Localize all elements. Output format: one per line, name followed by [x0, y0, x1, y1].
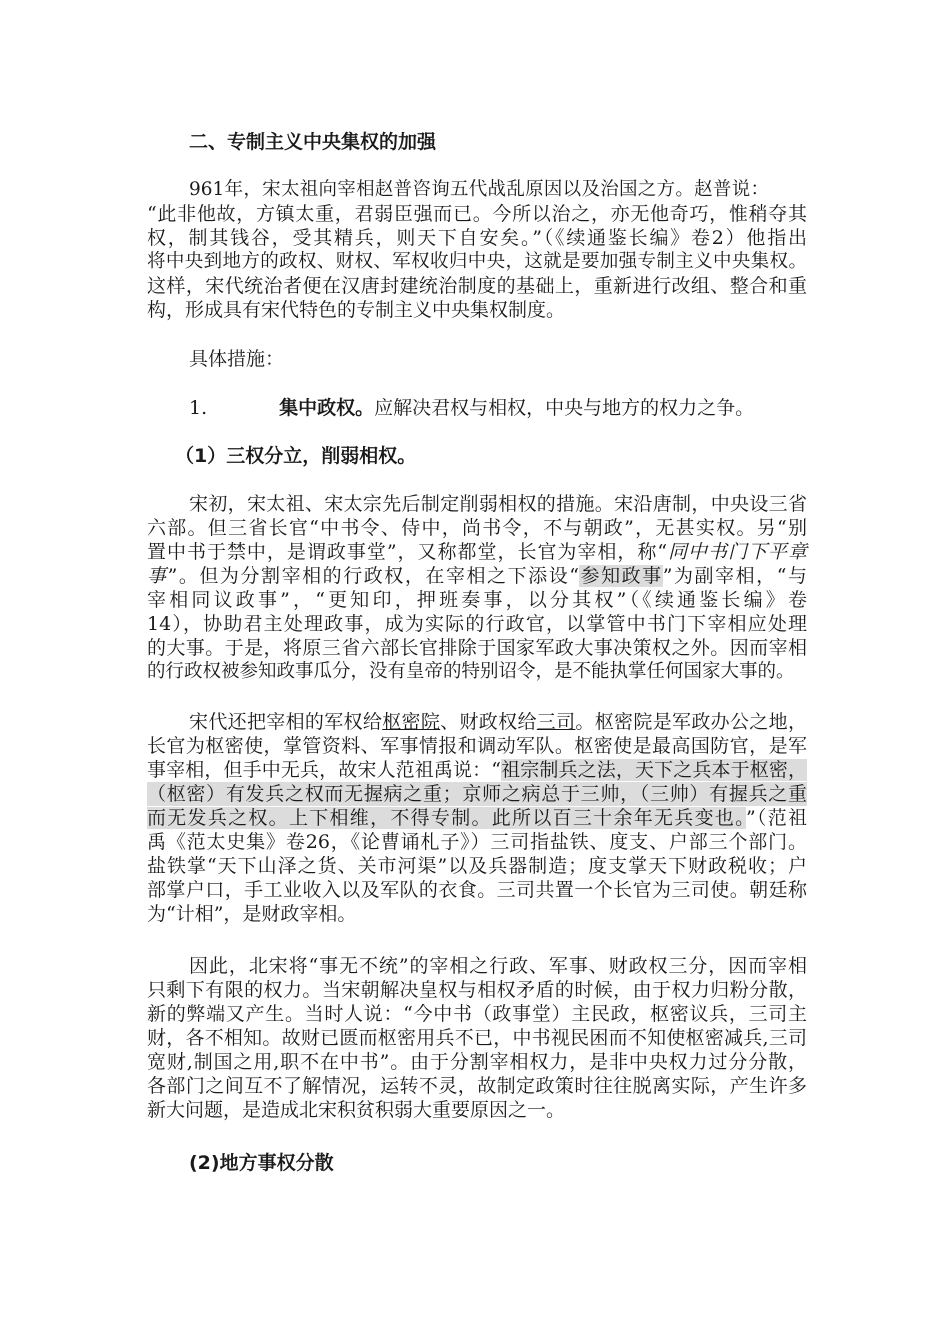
para2-line-3 — [147, 540, 807, 564]
para1-line-5: 这样，宋代统治者便在汉唐封建统治制度的基础上，重新进行改组、整合和重 — [147, 275, 807, 297]
para1-line-4: 将中央到地方的政权、财权、军权收归中央，这就是要加强专制主义中央集权。 — [147, 251, 807, 272]
para3-line-1 — [189, 710, 807, 734]
para3-line-5 — [147, 806, 807, 830]
subheading-2: (2)地方事权分散 — [189, 1152, 334, 1174]
sansi-term: 三司 — [536, 711, 576, 733]
subheading-1: （1）三权分立，削弱相权。 — [175, 445, 417, 467]
item1-title: 集中政权。 — [279, 397, 375, 419]
para2-italic-term: 同中书门下平章 — [667, 541, 807, 563]
para3-line-5-text: ”（范祖 — [745, 807, 807, 829]
para2-line-3-text: 置中书于禁中，是谓政事堂”，又称都堂，长官为宰相，称“ — [147, 541, 668, 563]
para2-line-4-text-b: ”为副宰相，“与 — [662, 565, 807, 587]
para4-line-7: 新大问题，是造成北宋积贫积弱大重要原因之一。 — [147, 1099, 566, 1121]
item1-number: 1. — [189, 397, 208, 419]
para3-line-9: 为“计相”，是财政宰相。 — [147, 903, 357, 925]
para4-line-5: 宽财,制国之用,职不在中书”。由于分割宰相权力，是非中央权力过分分散， — [147, 1051, 807, 1073]
para3-text-b: 、财政权给 — [440, 711, 537, 733]
para1-line-1: 961年，宋太祖向宰相赵普咨询五代战乱原因以及治国之方。赵普说： — [189, 179, 769, 200]
para2-line-6: 14），协助君主处理政事，成为实际的行政官，以掌管中书门下宰相应处理 — [147, 613, 807, 635]
para1-line-3: 权，制其钱谷，受其精兵，则天下自安矣。”（《续通鉴长编》卷2）他指出 — [147, 227, 807, 249]
para1-line-6: 构，形成具有宋代特色的专制主义中央集权制度。 — [147, 299, 566, 321]
para4-line-3: 新的弊端又产生。当时人说：“今中书（政事堂）主民政，枢密议兵，三司主 — [147, 1003, 807, 1025]
para3-quote-highlight-2: （枢密）有发兵之权而无握病之重；京师之病总于三帅，（三帅）有握兵之重 — [147, 783, 807, 805]
para3-line-8: 部掌户口，手工业收入以及军队的衣食。三司共置一个长官为三司使。朝廷称 — [147, 879, 807, 901]
para2-line-5: 宰相同议政事”，“更知印，押班奏事，以分其权”（《续通鉴长编》卷 — [147, 589, 807, 611]
para2-line-8: 的行政权被参知政事瓜分，没有皇帝的特别诏令，是不能执掌任何国家大事的。 — [147, 661, 795, 682]
para3-line-7: 盐铁掌“天下山泽之货、关市河渠”以及兵器制造；度支掌天下财政税收；户 — [147, 855, 807, 877]
para2-line-4-text-a: ”。但为分割宰相的行政权，在宰相之下添设“ — [167, 565, 579, 587]
para4-line-1: 因此，北宋将“事无不统”的宰相之行政、军事、财政权三分，因而宰相 — [189, 955, 807, 977]
para3-text-a: 宋代还把宰相的军权给 — [189, 711, 383, 733]
para2-line-2: 六部。但三省长官“中书令、侍中，尚书令，不与朝政”，无甚实权。另“别 — [147, 517, 807, 539]
para2-line-7: 的大事。于是，将原三省六部长官排除于国家军政大事决策权之外。因而宰相 — [147, 637, 807, 659]
para4-line-2: 只剩下有限的权力。当宋朝解决皇权与相权矛盾的时候，由于权力归粉分散， — [147, 979, 807, 1001]
shumiyuan-term: 枢密院 — [382, 711, 441, 733]
para4-line-6: 各部门之间互不了解情况，运转不灵，故制定政策时往往脱离实际，产生许多 — [147, 1075, 807, 1097]
para2-line-1: 宋初，宋太祖、宋太宗先后制定削弱相权的措施。宋沿唐制，中央设三省 — [189, 493, 807, 515]
item1 — [189, 396, 849, 420]
para3-quote-highlight-3: 而无发兵之权。上下相维，不得专制。此所以百三十余年无兵变也。 — [147, 807, 746, 829]
para2-line-4 — [147, 564, 807, 588]
para4-line-4: 财，各不相知。故财已匮而枢密用兵不已，中书视民困而不知使枢密减兵,三司 — [147, 1027, 807, 1049]
para3-line-3-text: 事宰相，但手中无兵，故宋人范祖禹说：“ — [147, 759, 501, 781]
para3-line-6: 禹《范太史集》卷26，《论曹诵札子》）三司指盐铁、度支、户部三个部门。 — [147, 831, 807, 853]
para3-quote-highlight-1: 祖宗制兵之法，天下之兵本于枢密， — [500, 759, 807, 781]
para3-line-2: 长官为枢密使，掌管资料、军事情报和调动军队。枢密使是最高国防官，是军 — [147, 735, 807, 757]
measures-label: 具体措施： — [189, 348, 285, 370]
para1-line-2: “此非他故，方镇太重，君弱臣强而已。今所以治之，亦无他奇巧，惟稍夺其 — [147, 203, 807, 225]
para2-highlight-term: 参知政事 — [578, 565, 663, 587]
para3-line-3 — [147, 758, 807, 782]
para3-text-c: 。枢密院是军政办公之地， — [575, 711, 807, 733]
item1-text: 应解决君权与相权，中央与地方的权力之争。 — [374, 397, 755, 419]
section-heading: 二、专制主义中央集权的加强 — [189, 131, 437, 153]
para2-italic-term-end: 事 — [147, 565, 168, 587]
